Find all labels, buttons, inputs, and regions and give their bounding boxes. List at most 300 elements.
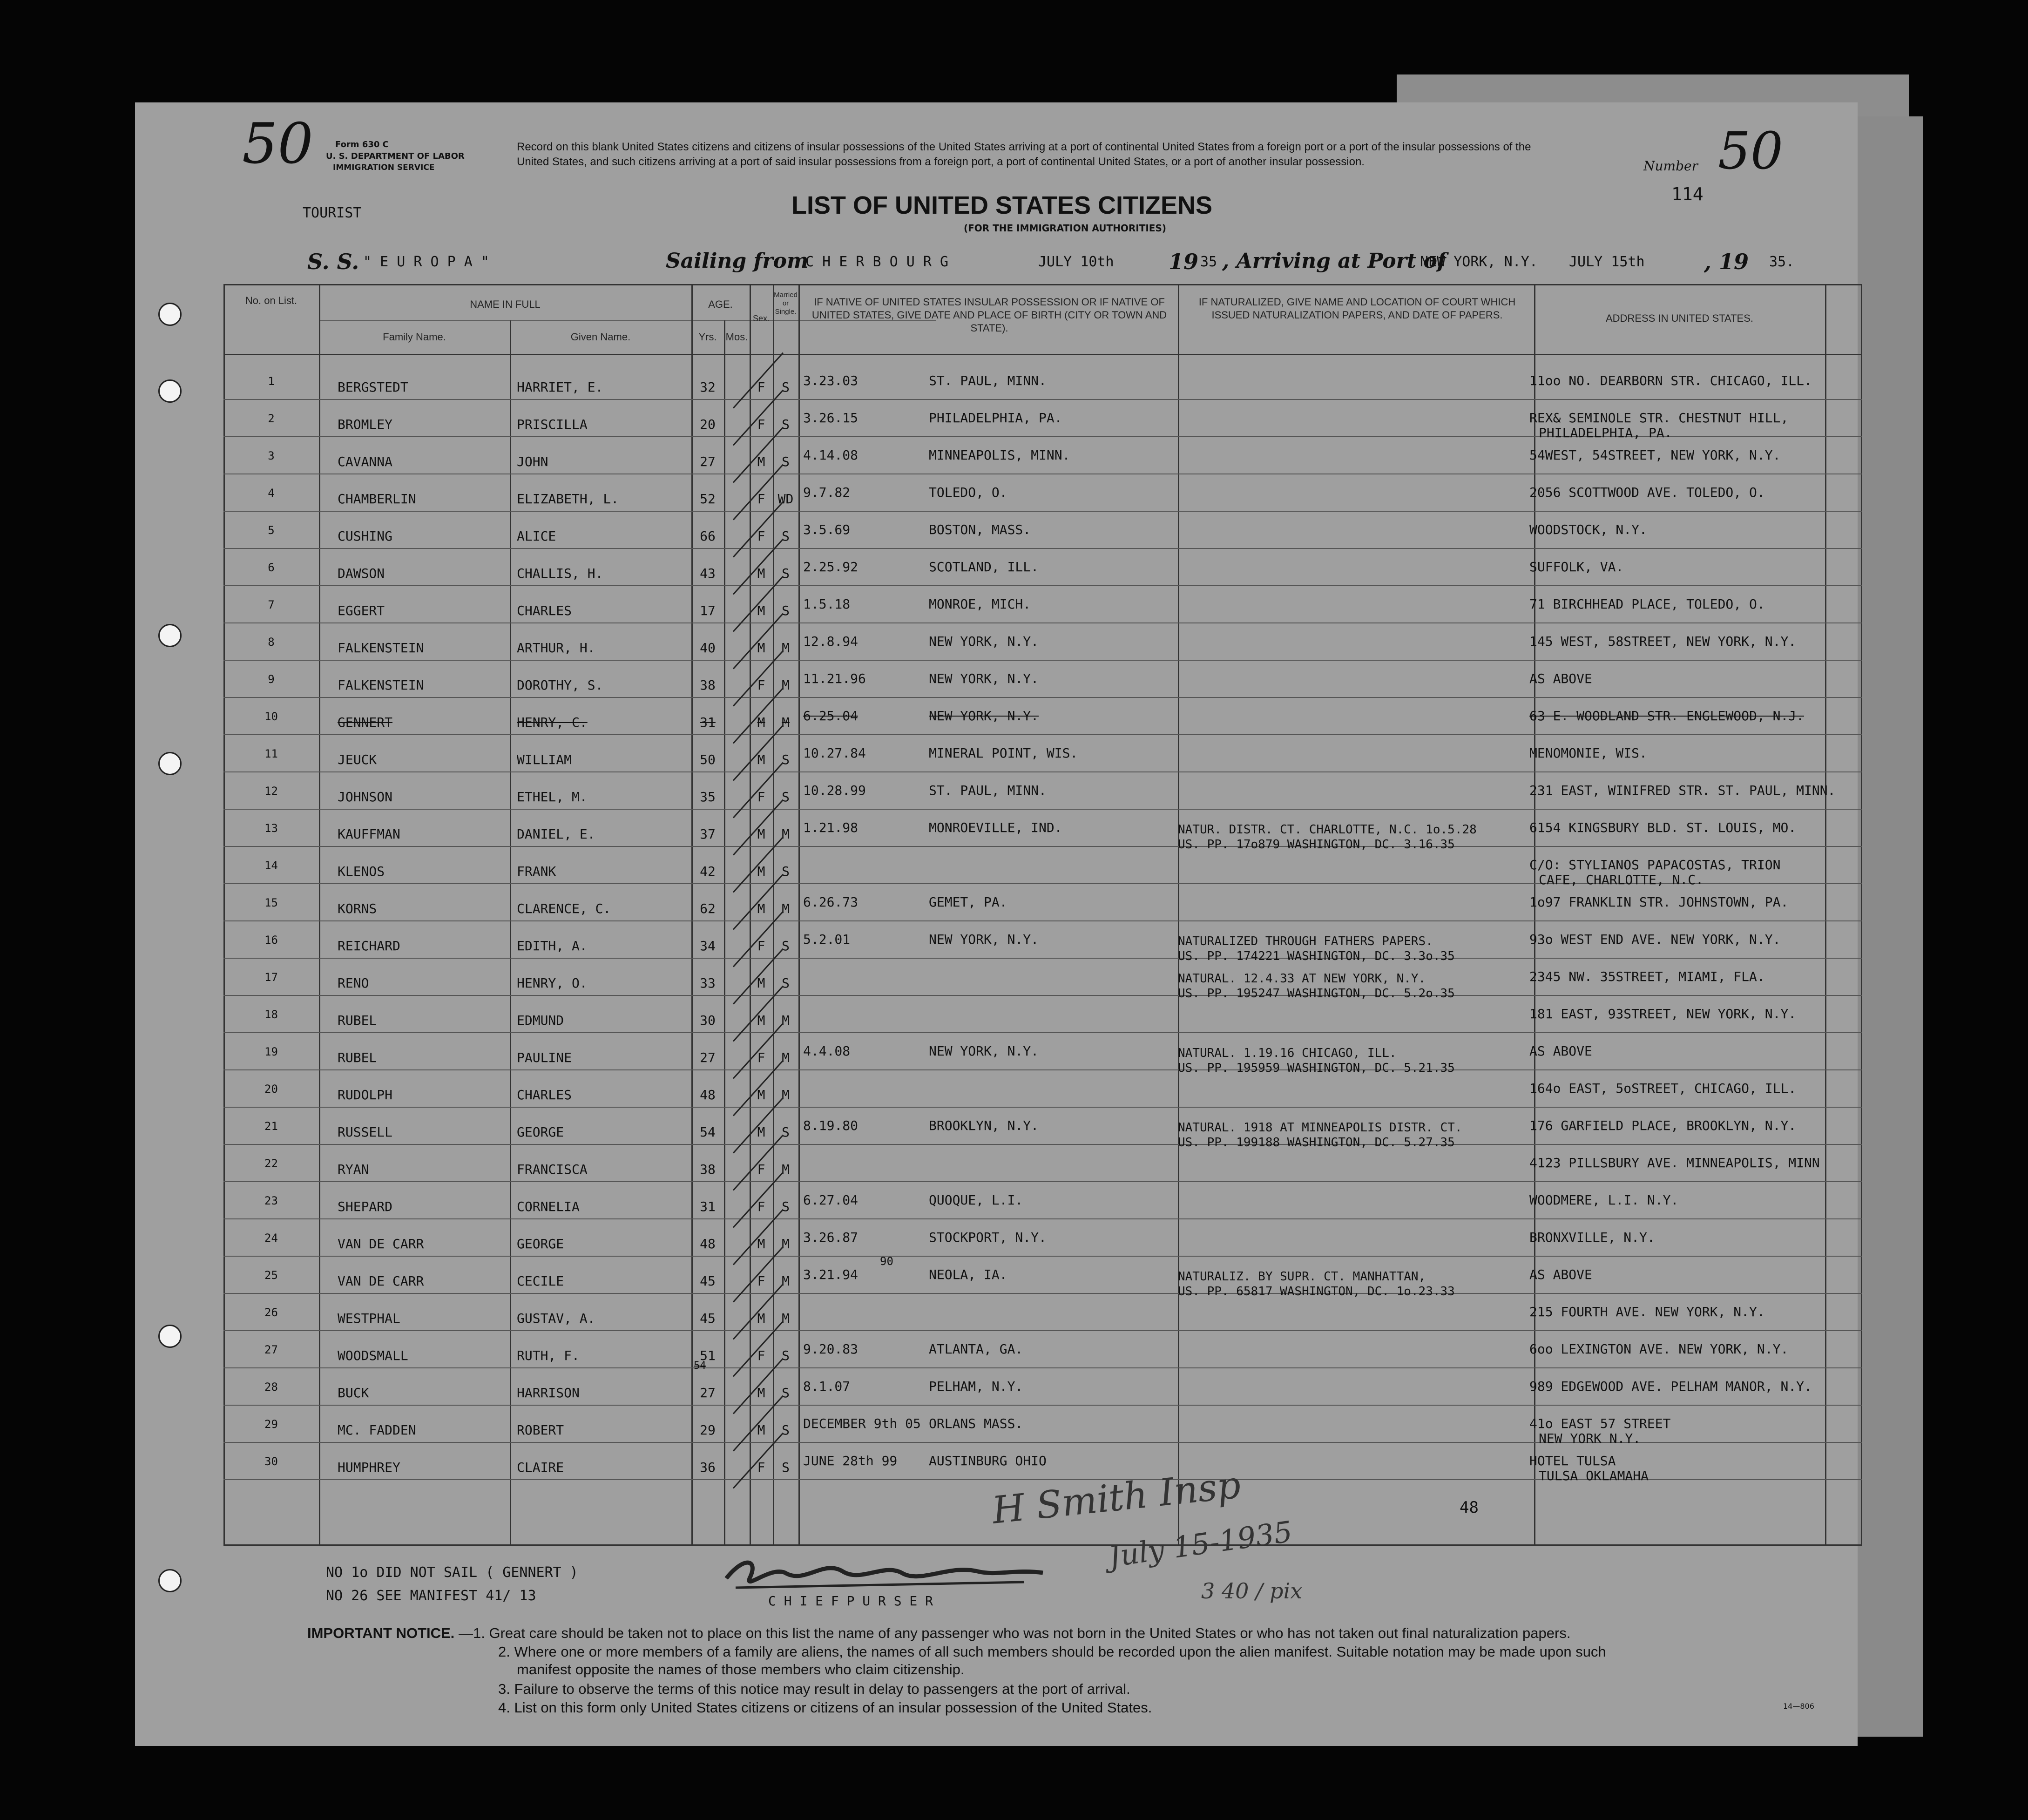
cell-birth-date: 3.5.69 [803, 522, 851, 537]
cell-no: 12 [264, 785, 278, 798]
cell-given: CLARENCE, C. [517, 901, 611, 916]
year-prefix: , 19 [1704, 249, 1749, 274]
row-rule [223, 548, 1862, 549]
cell-birth-date: 8.19.80 [803, 1118, 859, 1133]
page-number-left: 50 [242, 112, 313, 176]
cell-sex: F [757, 677, 765, 693]
cell-sex: F [757, 1050, 765, 1065]
cell-birth-date: 1.5.18 [803, 596, 851, 612]
cell-addr1: 145 WEST, 58STREET, NEW YORK, N.Y. [1529, 634, 1797, 649]
cell-no: 5 [268, 524, 275, 537]
binder-hole [158, 379, 182, 403]
cell-birth-date: 4.4.08 [803, 1043, 851, 1059]
row-rule [223, 660, 1862, 661]
cell-age: 30 [700, 1013, 716, 1028]
cell-no: 3 [268, 449, 275, 462]
cell-family: BROMLEY [338, 417, 393, 432]
cell-sex: M [757, 454, 765, 469]
cell-given: PAULINE [517, 1050, 572, 1065]
cell-given: CORNELIA [517, 1199, 580, 1214]
arrival-year: 35. [1769, 254, 1795, 270]
cell-family: RENO [338, 975, 369, 991]
cell-age: 45 [700, 1273, 716, 1289]
record-instructions: Record on this blank United States citizens and citizens of insular possessions of the United States arriving at a port of continental United States from a foreign port or a port of the insular possessions of the United States, and such citizens arriving at a port of said insular possessions from a foreign port, a port of continental United States, or a port of another insular possession. [517, 141, 1531, 168]
year-prefix: 19 [1169, 249, 1199, 274]
cell-ms: S [782, 1460, 790, 1475]
cell-no: 27 [264, 1343, 278, 1356]
cell-birth-date: DECEMBER 9th 05 [803, 1416, 921, 1431]
chief-purser-label: C H I E F P U R S E R [768, 1593, 933, 1609]
cell-age: 66 [700, 528, 716, 544]
cell-no: 22 [264, 1157, 278, 1170]
cell-sex: M [757, 901, 765, 916]
cell-no: 8 [268, 636, 275, 649]
cell-ms: M [782, 1087, 790, 1103]
cell-no: 16 [264, 934, 278, 947]
cell-ms: S [782, 417, 790, 432]
form-label: Form 630 C [335, 140, 389, 149]
cell-no: 30 [264, 1455, 278, 1468]
cell-addr2: CAFE, CHARLOTTE, N.C. [1539, 872, 1704, 887]
cell-given: CHARLES [517, 603, 572, 618]
cell-family: WOODSMALL [338, 1348, 408, 1363]
cell-sex: M [757, 603, 765, 618]
cell-given: ARTHUR, H. [517, 640, 595, 656]
cell-addr1: WOODSTOCK, N.Y. [1529, 522, 1647, 537]
cell-birth-date: 6.25.04 [803, 708, 859, 724]
cell-addr1: 231 EAST, WINIFRED STR. ST. PAUL, MINN. [1529, 783, 1836, 798]
cell-birth-place: NEW YORK, N.Y. [929, 708, 1039, 724]
cell-sex: M [757, 566, 765, 581]
cell-birth-place: MINERAL POINT, WIS. [929, 745, 1078, 761]
cell-given: FRANK [517, 864, 556, 879]
sailing-year: 35 [1200, 254, 1217, 270]
cell-family: JOHNSON [338, 789, 393, 805]
cell-age: 35 [700, 789, 716, 805]
arrival-port: NEW YORK, N.Y. [1420, 254, 1538, 270]
cell-addr1: BRONXVILLE, N.Y. [1529, 1230, 1655, 1245]
row-rule [223, 697, 1862, 698]
cell-family: KORNS [338, 901, 377, 916]
cell-sex: F [757, 1460, 765, 1475]
cell-ms: S [782, 1124, 790, 1140]
cell-nat2: US. PP. 199188 WASHINGTON, DC. 5.27.35 [1178, 1136, 1455, 1150]
cell-age: 27 [700, 454, 716, 469]
cell-given: CLAIRE [517, 1460, 564, 1475]
cell-family: HUMPHREY [338, 1460, 400, 1475]
arriving-label: , Arriving at Port of [1222, 249, 1446, 273]
row-rule [223, 846, 1862, 847]
cell-family: CUSHING [338, 528, 393, 544]
cell-addr2: TULSA OKLAMAHA [1539, 1468, 1649, 1483]
cell-family: FALKENSTEIN [338, 640, 424, 656]
cell-sex: F [757, 379, 765, 395]
cell-birth-place: MONROEVILLE, IND. [929, 820, 1062, 835]
cell-addr1: 93o WEST END AVE. NEW YORK, N.Y. [1529, 932, 1781, 947]
cell-ms: M [782, 677, 790, 693]
row-rule [223, 958, 1862, 959]
cell-age: 51 [700, 1348, 716, 1363]
cell-age: 36 [700, 1460, 716, 1475]
cell-addr1: 2345 NW. 35STREET, MIAMI, FLA. [1529, 969, 1765, 984]
row-rule [223, 622, 1862, 623]
cell-birth-date: 6.26.73 [803, 894, 859, 910]
binder-hole [158, 303, 182, 326]
row-rule [223, 1107, 1862, 1108]
cell-ms: M [782, 1050, 790, 1065]
cell-addr1: REX& SEMINOLE STR. CHESTNUT HILL, [1529, 410, 1789, 426]
sailing-port: C H E R B O U R G [805, 254, 949, 270]
cell-ms: M [782, 826, 790, 842]
cell-ms: S [782, 752, 790, 767]
cell-family: JEUCK [338, 752, 377, 767]
cell-no: 7 [268, 598, 275, 611]
cell-family: BUCK [338, 1385, 369, 1401]
cell-addr1: 41o EAST 57 STREET [1529, 1416, 1671, 1431]
cell-given: GEORGE [517, 1124, 564, 1140]
cell-birth-place: PHILADELPHIA, PA. [929, 410, 1062, 426]
cell-ms: S [782, 603, 790, 618]
cell-given: CHARLES [517, 1087, 572, 1103]
cell-family: RUBEL [338, 1050, 377, 1065]
notice-item-1: —1. Great care should be taken not to place on this list the name of any passenger who was not born in the United States or who has not taken out final naturalization papers. [459, 1625, 1571, 1641]
cell-given: EDMUND [517, 1013, 564, 1028]
cell-nat1: NATUR. DISTR. CT. CHARLOTTE, N.C. 1o.5.28 [1178, 823, 1477, 837]
cell-no: 6 [268, 561, 275, 574]
sailing-label: Sailing from [666, 249, 809, 273]
cell-given: ALICE [517, 528, 556, 544]
cell-sex: M [757, 975, 765, 991]
cell-addr1: 54WEST, 54STREET, NEW YORK, N.Y. [1529, 447, 1781, 463]
cell-age: 40 [700, 640, 716, 656]
cell-family: FALKENSTEIN [338, 677, 424, 693]
cell-ms: WD [777, 491, 794, 507]
cell-sex: F [757, 789, 765, 805]
cell-given: PRISCILLA [517, 417, 588, 432]
ship-name: " E U R O P A " [363, 254, 489, 270]
col-header-address: ADDRESS IN UNITED STATES. [1605, 312, 1753, 324]
notice-title: IMPORTANT NOTICE. [307, 1625, 455, 1641]
cell-age: 32 [700, 379, 716, 395]
cell-age: 31 [700, 715, 716, 730]
cell-no: 29 [264, 1418, 278, 1431]
col-header-yrs: Yrs. [698, 331, 717, 343]
cell-given: RUTH, F. [517, 1348, 580, 1363]
cell-birth-place: ORLANS MASS. [929, 1416, 1023, 1431]
cell-sex: M [757, 715, 765, 730]
cell-birth-place: ST. PAUL, MINN. [929, 783, 1047, 798]
col-header-sex: Sex. [752, 314, 770, 323]
cell-age: 50 [700, 752, 716, 767]
cell-addr1: 11oo NO. DEARBORN STR. CHICAGO, ILL. [1529, 373, 1812, 388]
cell-sex: M [757, 1013, 765, 1028]
cell-family: EGGERT [338, 603, 385, 618]
cell-given: HENRY, O. [517, 975, 588, 991]
cell-addr2: NEW YORK N.Y. [1539, 1431, 1641, 1446]
cell-sex: F [757, 1348, 765, 1363]
row-rule [223, 1330, 1862, 1331]
cell-no: 20 [264, 1083, 278, 1096]
cell-age: 33 [700, 975, 716, 991]
col-header-no: No. on List. [245, 295, 297, 306]
cell-nat1: NATURAL. 12.4.33 AT NEW YORK, N.Y. [1178, 972, 1426, 986]
cell-birth-place: MONROE, MICH. [929, 596, 1031, 612]
cell-age: 42 [700, 864, 716, 879]
cell-ms: S [782, 528, 790, 544]
cell-addr1: 2056 SCOTTWOOD AVE. TOLEDO, O. [1529, 485, 1765, 500]
cell-birth-place: STOCKPORT, N.Y. [929, 1230, 1047, 1245]
cell-nat2: US. PP. 65817 WASHINGTON, DC. 1o.23.33 [1178, 1285, 1455, 1299]
cell-birth-date: 3.26.15 [803, 410, 859, 426]
cell-ms: S [782, 1422, 790, 1438]
cell-given: ETHEL, M. [517, 789, 588, 805]
cell-birth-date: 11.21.96 [803, 671, 866, 686]
cell-ms: S [782, 566, 790, 581]
cell-family: MC. FADDEN [338, 1422, 416, 1438]
notice-item-2: 2. Where one or more members of a family are aliens, the names of all such members should be recorded upon the alien manifest. Suitable notation may be made upon such [498, 1644, 1606, 1660]
row-rule [223, 1144, 1862, 1145]
binder-hole [158, 1569, 182, 1592]
cell-birth-date: 9.7.82 [803, 485, 851, 500]
cell-addr1: 6oo LEXINGTON AVE. NEW YORK, N.Y. [1529, 1341, 1789, 1357]
cell-sex: F [757, 528, 765, 544]
cell-family: DAWSON [338, 566, 385, 581]
cell-sex: F [757, 417, 765, 432]
cell-no: 18 [264, 1008, 278, 1021]
row-rule [223, 399, 1862, 400]
cell-family: RUSSELL [338, 1124, 393, 1140]
cell-sex: F [757, 1199, 765, 1214]
row-rule [223, 734, 1862, 735]
cell-sex: F [757, 1273, 765, 1289]
cell-birth-place: NEW YORK, N.Y. [929, 1043, 1039, 1059]
cell-given: EDITH, A. [517, 938, 588, 954]
cell-sex: M [757, 1236, 765, 1252]
cell-ms: S [782, 975, 790, 991]
cell-no: 25 [264, 1269, 278, 1282]
cell-addr2: PHILADELPHIA, PA. [1539, 425, 1672, 440]
cell-nat2: US. PP. 195959 WASHINGTON, DC. 5.21.35 [1178, 1061, 1455, 1075]
cell-given: DOROTHY, S. [517, 677, 603, 693]
cell-sex: M [757, 1311, 765, 1326]
cell-ms: S [782, 938, 790, 954]
service-label: IMMIGRATION SERVICE [333, 163, 435, 172]
cell-addr1: 63 E. WOODLAND STR. ENGLEWOOD, N.J. [1529, 708, 1805, 724]
row-rule [223, 920, 1862, 921]
year-correction: 90 [880, 1255, 893, 1268]
cell-birth-date: 5.2.01 [803, 932, 851, 947]
col-header-mos: Mos. [725, 331, 748, 343]
arrival-date: JULY 15th [1569, 254, 1645, 270]
cell-given: ELIZABETH, L. [517, 491, 619, 507]
cell-birth-date: 12.8.94 [803, 634, 859, 649]
cell-birth-date: 8.1.07 [803, 1379, 851, 1394]
cell-given: JOHN [517, 454, 548, 469]
footer-note-1: NO 1o DID NOT SAIL ( GENNERT ) [326, 1564, 578, 1581]
cell-addr1: 71 BIRCHHEAD PLACE, TOLEDO, O. [1529, 596, 1765, 612]
cell-age: 48 [700, 1236, 716, 1252]
cell-sex: M [757, 1422, 765, 1438]
cell-addr1: 176 GARFIELD PLACE, BROOKLYN, N.Y. [1529, 1118, 1797, 1133]
cell-ms: M [782, 1236, 790, 1252]
cell-age: 52 [700, 491, 716, 507]
cell-addr1: 164o EAST, 5oSTREET, CHICAGO, ILL. [1529, 1081, 1797, 1096]
cell-addr1: 1o97 FRANKLIN STR. JOHNSTOWN, PA. [1529, 894, 1789, 910]
cell-addr1: 215 FOURTH AVE. NEW YORK, N.Y. [1529, 1304, 1765, 1319]
sailing-date: JULY 10th [1038, 254, 1114, 270]
col-divider [724, 320, 725, 1546]
cell-birth-date: 10.27.84 [803, 745, 866, 761]
cell-birth-date: 4.14.08 [803, 447, 859, 463]
cell-given: CHALLIS, H. [517, 566, 603, 581]
cell-nat2: US. PP. 195247 WASHINGTON, DC. 5.2o.35 [1178, 987, 1455, 1001]
cell-family: REICHARD [338, 938, 400, 954]
cell-no: 13 [264, 822, 278, 835]
cell-no: 14 [264, 859, 278, 872]
cell-birth-place: BROOKLYN, N.Y. [929, 1118, 1039, 1133]
row-rule [223, 1069, 1862, 1070]
cell-given: GEORGE [517, 1236, 564, 1252]
passenger-count: 48 [1460, 1498, 1479, 1517]
cell-birth-date: 6.27.04 [803, 1192, 859, 1208]
cell-ms: S [782, 454, 790, 469]
col-header-naturalized: IF NATURALIZED, GIVE NAME AND LOCATION OF COURT WHICH ISSUED NATURALIZATION PAPERS, AND DATE OF PAPERS. [1198, 296, 1516, 321]
cell-addr1: 989 EDGEWOOD AVE. PELHAM MANOR, N.Y. [1529, 1379, 1812, 1394]
col-header-name: NAME IN FULL [470, 298, 541, 310]
cell-age: 27 [700, 1050, 716, 1065]
cell-ms: M [782, 901, 790, 916]
row-rule [223, 1032, 1862, 1033]
page-edge [1858, 116, 1923, 1737]
cell-addr1: HOTEL TULSA [1529, 1453, 1616, 1468]
cell-ms: S [782, 1385, 790, 1401]
cell-ms: M [782, 1311, 790, 1326]
col-header-family: Family Name. [383, 331, 446, 343]
cell-addr1: 6154 KINGSBURY BLD. ST. LOUIS, MO. [1529, 820, 1797, 835]
cell-age: 34 [700, 938, 716, 954]
cell-age: 54 [700, 1124, 716, 1140]
cell-age: 62 [700, 901, 716, 916]
row-rule [223, 809, 1862, 810]
cell-age: 48 [700, 1087, 716, 1103]
cell-ms: S [782, 1348, 790, 1363]
age-correction: 54 [694, 1360, 706, 1372]
cell-birth-place: PELHAM, N.Y. [929, 1379, 1023, 1394]
cell-given: WILLIAM [517, 752, 572, 767]
cell-addr1: AS ABOVE [1529, 1043, 1592, 1059]
number-label: Number [1643, 158, 1698, 174]
cell-given: CECILE [517, 1273, 564, 1289]
row-rule [223, 1181, 1862, 1182]
cell-nat1: NATURALIZED THROUGH FATHERS PAPERS. [1178, 934, 1433, 948]
cell-family: GENNERT [338, 715, 393, 730]
cell-given: HARRIET, E. [517, 379, 603, 395]
form-code: 14—806 [1783, 1702, 1814, 1711]
col-header-married: Married or Single. [774, 291, 798, 316]
cell-addr1: 181 EAST, 93STREET, NEW YORK, N.Y. [1529, 1006, 1797, 1022]
cell-no: 23 [264, 1194, 278, 1207]
cell-birth-place: QUOQUE, L.I. [929, 1192, 1023, 1208]
col-header-birth: IF NATIVE OF UNITED STATES INSULAR POSSESSION OR IF NATIVE OF UNITED STATES, GIVE DATE AND PLACE OF BIRTH (CITY OR TOWN AND STATE). [811, 296, 1167, 334]
cell-family: VAN DE CARR [338, 1236, 424, 1252]
cell-birth-date: 3.21.94 [803, 1267, 859, 1282]
cell-birth-place: ST. PAUL, MINN. [929, 373, 1047, 388]
cell-family: SHEPARD [338, 1199, 393, 1214]
binder-hole [158, 624, 182, 647]
cell-given: FRANCISCA [517, 1162, 588, 1177]
cell-birth-date: 9.20.83 [803, 1341, 859, 1357]
cell-sex: F [757, 1162, 765, 1177]
cell-nat1: NATURAL. 1918 AT MINNEAPOLIS DISTR. CT. [1178, 1121, 1462, 1135]
col-header-given: Given Name. [570, 331, 631, 343]
binder-hole [158, 1325, 182, 1348]
cell-no: 17 [264, 971, 278, 984]
cell-family: WESTPHAL [338, 1311, 400, 1326]
cell-sex: M [757, 1087, 765, 1103]
cell-ms: S [782, 1199, 790, 1214]
cell-ms: S [782, 379, 790, 395]
cell-sex: M [757, 640, 765, 656]
cell-family: RUDOLPH [338, 1087, 393, 1103]
cell-no: 24 [264, 1231, 278, 1245]
cell-age: 17 [700, 603, 716, 618]
cell-sex: M [757, 1124, 765, 1140]
cell-no: 15 [264, 896, 278, 909]
cell-birth-date: 10.28.99 [803, 783, 866, 798]
cell-age: 37 [700, 826, 716, 842]
cell-ms: M [782, 715, 790, 730]
cell-birth-place: SCOTLAND, ILL. [929, 559, 1039, 575]
cell-addr1: WOODMERE, L.I. N.Y. [1529, 1192, 1679, 1208]
passenger-table [223, 284, 1862, 1546]
cell-birth-place: AUSTINBURG OHIO [929, 1453, 1047, 1468]
cell-family: RYAN [338, 1162, 369, 1177]
cell-sex: M [757, 864, 765, 879]
handwritten-date: July 15-1935 [1106, 1514, 1295, 1574]
cell-family: CHAMBERLIN [338, 491, 416, 507]
cell-given: GUSTAV, A. [517, 1311, 595, 1326]
cell-family: VAN DE CARR [338, 1273, 424, 1289]
cell-no: 1 [268, 375, 275, 388]
department-label: U. S. DEPARTMENT OF LABOR [326, 151, 465, 161]
cell-birth-place: GEMET, PA. [929, 894, 1007, 910]
cell-family: KLENOS [338, 864, 385, 879]
cell-sex: M [757, 1385, 765, 1401]
cell-age: 31 [700, 1199, 716, 1214]
row-rule [223, 511, 1862, 512]
cell-no: 21 [264, 1120, 278, 1133]
cell-birth-date: 3.26.87 [803, 1230, 859, 1245]
cell-no: 11 [264, 747, 278, 760]
cell-addr1: AS ABOVE [1529, 671, 1592, 686]
cell-no: 10 [264, 710, 278, 723]
cell-birth-date: JUNE 28th 99 [803, 1453, 898, 1468]
cell-no: 28 [264, 1380, 278, 1394]
cell-sex: F [757, 491, 765, 507]
cell-ms: M [782, 1162, 790, 1177]
cell-family: KAUFFMAN [338, 826, 400, 842]
cell-addr1: SUFFOLK, VA. [1529, 559, 1624, 575]
cell-no: 4 [268, 487, 275, 500]
cell-addr1: MENOMONIE, WIS. [1529, 745, 1647, 761]
cell-nat2: US. PP. 17o879 WASHINGTON, DC. 3.16.35 [1178, 838, 1455, 852]
footer-note-2: NO 26 SEE MANIFEST 41/ 13 [326, 1588, 536, 1604]
row-rule [223, 1256, 1862, 1257]
cell-birth-place: ATLANTA, GA. [929, 1341, 1023, 1357]
cell-nat2: US. PP. 174221 WASHINGTON, DC. 3.3o.35 [1178, 949, 1455, 963]
cell-age: 43 [700, 566, 716, 581]
col-header-age: AGE. [708, 298, 733, 310]
